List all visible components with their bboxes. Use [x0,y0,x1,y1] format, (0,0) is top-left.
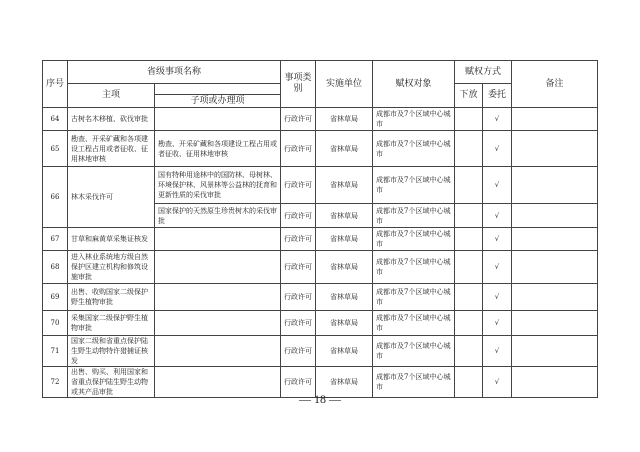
table-row [43,228,598,251]
cell-main: 勘查、开采矿藏和各项建设工程占用或者征收、征用林地审核 [68,131,155,167]
cell-target: 成都市及7个区域中心城市 [373,367,455,398]
cell-seq: 69 [43,284,68,311]
cell-down [455,311,483,336]
cell-category: 行政许可 [281,228,316,251]
cell-target: 成都市及7个区域中心城市 [373,228,455,251]
delegation-table [42,60,598,398]
cell-down [455,228,483,251]
cell-down [455,167,483,204]
header-item-name-group: 省级事项名称 [68,61,281,84]
header-seq: 序号 [43,61,68,108]
table-row [43,251,598,284]
cell-main: 林木采伐许可 [68,167,155,228]
header-main-item: 主项 [68,84,155,108]
table-row [43,108,598,131]
table-row [43,284,598,311]
cell-category: 行政许可 [281,284,316,311]
cell-main: 国家二级和省重点保护陆生野生动物特许猎捕证核发 [68,336,155,367]
cell-seq: 72 [43,367,68,398]
header-entrust: 委托 [483,84,512,108]
cell-target: 成都市及7个区域中心城市 [373,131,455,167]
cell-remark [512,131,598,167]
cell-sub [155,228,281,251]
cell-entrust: √ [483,108,512,131]
cell-remark [512,311,598,336]
table-row [43,336,598,367]
table-row [43,311,598,336]
header-target: 赋权对象 [373,61,455,108]
cell-category: 行政许可 [281,108,316,131]
cell-sub [155,108,281,131]
cell-remark [512,167,598,204]
cell-main: 出售、收购国家二级保护野生植物审批 [68,284,155,311]
cell-main: 古树名木移植、砍伐审批 [68,108,155,131]
cell-category: 行政许可 [281,311,316,336]
cell-seq: 64 [43,108,68,131]
cell-seq: 71 [43,336,68,367]
cell-sub [155,284,281,311]
cell-unit: 省林草局 [316,204,373,228]
cell-entrust: √ [483,367,512,398]
cell-target: 成都市及7个区域中心城市 [373,251,455,284]
cell-unit: 省林草局 [316,228,373,251]
cell-category: 行政许可 [281,204,316,228]
cell-main: 出售、购买、利用国家和省重点保护陆生野生动物或其产品审批 [68,367,155,398]
cell-category: 行政许可 [281,167,316,204]
cell-target: 成都市及7个区域中心城市 [373,167,455,204]
cell-unit: 省林草局 [316,251,373,284]
cell-down [455,336,483,367]
cell-down [455,204,483,228]
cell-remark [512,336,598,367]
cell-target: 成都市及7个区域中心城市 [373,311,455,336]
cell-entrust: √ [483,336,512,367]
cell-sub: 勘查、开采矿藏和各项建设工程占用或者征收、征用林地审核 [155,131,281,167]
cell-main: 进入林业系统地方级自然保护区建立机构和修筑设施审批 [68,251,155,284]
cell-down [455,131,483,167]
cell-seq: 66 [43,167,68,228]
cell-seq: 68 [43,251,68,284]
cell-unit: 省林草局 [316,108,373,131]
header-method-group: 赋权方式 [455,61,512,84]
cell-unit: 省林草局 [316,131,373,167]
cell-remark [512,204,598,228]
cell-unit: 省林草局 [316,311,373,336]
cell-entrust: √ [483,131,512,167]
page-number: — 18 — [299,392,341,406]
cell-unit: 省林草局 [316,284,373,311]
cell-target: 成都市及7个区域中心城市 [373,204,455,228]
cell-remark [512,108,598,131]
cell-remark [512,251,598,284]
cell-sub [155,251,281,284]
cell-main: 采集国家二级保护野生植物审批 [68,311,155,336]
header-category: 事项类别 [281,61,316,108]
cell-target: 成都市及7个区域中心城市 [373,336,455,367]
cell-down [455,284,483,311]
cell-unit: 省林草局 [316,167,373,204]
cell-category: 行政许可 [281,131,316,167]
cell-category: 行政许可 [281,336,316,367]
table-row [43,131,598,167]
cell-sub: 国家保护的天然原生珍贵树木的采伐审批 [155,204,281,228]
header-delegate-down: 下放 [455,84,483,108]
cell-sub [155,336,281,367]
cell-unit: 省林草局 [316,367,373,398]
cell-sub [155,311,281,336]
cell-main: 甘草和麻黄草采集证核发 [68,228,155,251]
cell-entrust: √ [483,228,512,251]
cell-target: 成都市及7个区域中心城市 [373,284,455,311]
cell-seq: 70 [43,311,68,336]
header-sub-item-spacer [155,84,281,95]
cell-category: 行政许可 [281,251,316,284]
cell-seq: 65 [43,131,68,167]
cell-sub: 国有特种用途林中的国防林、母树林、环境保护林、风景林等公益林的抚育和更新性质的采伐审批 [155,167,281,204]
cell-unit: 省林草局 [316,336,373,367]
cell-entrust: √ [483,311,512,336]
header-sub-item: 子项或办理项 [155,95,281,108]
cell-category: 行政许可 [281,367,316,398]
cell-entrust: √ [483,167,512,204]
cell-down [455,251,483,284]
header-unit: 实施单位 [316,61,373,108]
cell-remark [512,228,598,251]
cell-entrust: √ [483,204,512,228]
cell-seq: 67 [43,228,68,251]
cell-down [455,108,483,131]
header-remark: 备注 [512,61,598,108]
cell-remark [512,284,598,311]
table-row [43,167,598,204]
cell-target: 成都市及7个区域中心城市 [373,108,455,131]
cell-entrust: √ [483,251,512,284]
cell-entrust: √ [483,284,512,311]
